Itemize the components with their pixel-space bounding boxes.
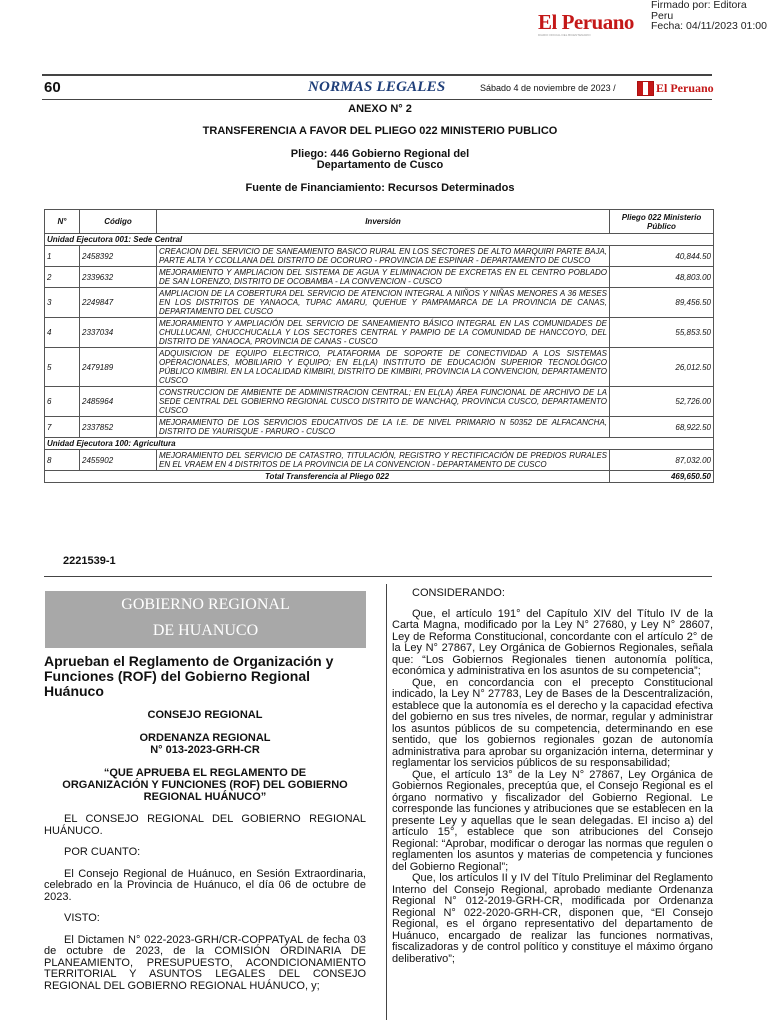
ordinance-number: N° 013-2023-GRH-CR xyxy=(150,744,260,756)
institution-name-line1: GOBIERNO REGIONAL xyxy=(121,596,290,613)
header-rule-bottom xyxy=(42,99,712,100)
page-number: 60 xyxy=(44,79,61,96)
table-body xyxy=(45,234,714,483)
col-header-amount: Pliego 022 Ministerio Público xyxy=(610,210,714,234)
paragraph: El Consejo Regional de Huánuco, en Sesión Extraordinaria, celebrado en la Provincia de Huánuco, el día 06 de octubre de 2023. xyxy=(44,867,366,903)
investment-amount: 55,853.50 xyxy=(610,318,714,348)
investment-code: 2455902 xyxy=(80,450,157,471)
investment-amount: 87,032.00 xyxy=(610,450,714,471)
investment-name: MEJORAMIENTO Y AMPLIACION DEL SISTEMA DE AGUA Y ELIMINACION DE EXCRETAS EN EL CENTRO POBLADO DE SAN LORENZO, DISTRITO DE OCOBAMBA - LA CONVENCION - CUSCO xyxy=(157,267,610,288)
investment-code: 2337034 xyxy=(80,318,157,348)
annex-title: ANEXO N° 2 xyxy=(348,103,412,115)
executing-unit-label: Unidad Ejecutora 100: Agricultura xyxy=(45,438,714,450)
row-number: 6 xyxy=(45,387,80,417)
total-row xyxy=(45,471,714,483)
executing-unit-label: Unidad Ejecutora 001: Sede Central xyxy=(45,234,714,246)
paragraph: El Dictamen N° 022-2023-GRH/CR-COPPATyAL de fecha 03 de octubre de 2023, de la COMISIÓN ORDINARIA DE PLANEAMIENTO, PRESUPUESTO, ACONDICIONAMIENTO TERRITORIAL Y ASUNTOS LEGALES DEL CONSEJO REGIONAL DEL GOBIERNO REGIONAL HUÁNUCO, y; xyxy=(44,933,366,992)
article-title: Aprueban el Reglamento de Organización y Funciones (ROF) del Gobierno Regional Huánuco xyxy=(44,653,334,699)
investment-table xyxy=(44,209,714,483)
col-header-investment: Inversión xyxy=(157,210,610,234)
row-number: 4 xyxy=(45,318,80,348)
publication-reference: 2221539-1 xyxy=(63,555,116,567)
investment-code: 2337852 xyxy=(80,417,157,438)
total-label: Total Transferencia al Pliego 022 xyxy=(45,471,610,483)
pliego-line-1: Pliego: 446 Gobierno Regional del xyxy=(290,148,470,160)
investment-name: CREACION DEL SERVICIO DE SANEAMIENTO BASICO RURAL EN LOS SECTORES DE ALTO MARQUIRI PARTE BAJA, PARTE ALTA Y CCOLLANA DEL DISTRITO DE OCORURO - PROVINCIA DE ESPINAR - DEPARTAMENTO DE CUSCO xyxy=(157,246,610,267)
signature-signer: Firmado por: Editora xyxy=(651,0,747,11)
unit-row xyxy=(45,438,714,450)
table-row xyxy=(45,387,714,417)
col-header-code: Código xyxy=(80,210,157,234)
row-number: 8 xyxy=(45,450,80,471)
investment-name: MEJORAMIENTO Y AMPLIACIÓN DEL SERVICIO DE SANEAMIENTO BÁSICO INTEGRAL EN LAS COMUNIDADES DE CHULLUCANI, CHUCCHUCALLA Y LOS SECTORES CENTRAL Y PAMPIO DE LA COMUNIDAD DE HANCCOYO, DEL DISTRITO DE YANAOCA, PROVINCIA DE CANAS - CUSCO xyxy=(157,318,610,348)
table-row xyxy=(45,246,714,267)
row-number: 1 xyxy=(45,246,80,267)
investment-name: ADQUISICION DE EQUIPO ELECTRICO, PLATAFORMA DE SOPORTE DE CONECTIVIDAD A LOS SISTEMAS OPERACIONALES, MOBILIARIO Y EQUIPO; EN EL(LA) INSTITUTO DE EDUCACIÓN SUPERIOR TECNOLÓGICO PÚBLICO KIMBIRI. EN LA LOCALIDAD KIMBIRI, DISTRITO DE KIMBIRI, PROVINCIA LA CONVENCION, DEPARTAMENTO CUSCO xyxy=(157,348,610,387)
column-divider xyxy=(386,584,387,1020)
paragraph: POR CUANTO: xyxy=(64,846,141,858)
paragraph: Que, los artículos II y IV del Título Preliminar del Reglamento Interno del Consejo Regional, aprobado mediante Ordenanza Regional N° 012-2019-GRH-CR, modificada por Ordenanza Regional N° 022-2020-GRH-CR, disponen que, “El Consejo Regional, es el órgano representativo del departamento de Huánuco, encargado de realizar las funciones normativas, fiscalizadoras y de control político y constituye el máximo órgano deliberativo”; xyxy=(392,872,713,965)
table-row xyxy=(45,288,714,318)
col-header-number: N° xyxy=(45,210,80,234)
investment-name: CONSTRUCCION DE AMBIENTE DE ADMINISTRACION CENTRAL; EN EL(LA) ÁREA FUNCIONAL DE ARCHIVO DE LA SEDE CENTRAL DEL GOBIERNO REGIONAL CUSCO DISTRITO DE WANCHAQ, PROVINCIA CUSCO, DEPARTAMENTO CUSCO xyxy=(157,387,610,417)
table-row xyxy=(45,318,714,348)
header-rule-top xyxy=(42,74,712,76)
investment-amount: 68,922.50 xyxy=(610,417,714,438)
investment-amount: 26,012.50 xyxy=(610,348,714,387)
unit-row xyxy=(45,234,714,246)
ordinance-quote: “QUE APRUEBA EL REGLAMENTO DE ORGANIZACIÓN Y FUNCIONES (ROF) DEL GOBIERNO REGIONAL HUÁNUCO” xyxy=(62,767,348,803)
right-column xyxy=(392,588,713,965)
investment-code: 2479189 xyxy=(80,348,157,387)
paragraph: Que, el artículo 191° del Capítulo XIV del Título IV de la Carta Magna, modificado por la Ley N° 27680, y Ley N° 28607, Ley de Reforma Constitucional, concordante con el artículo 2° de la Ley N° 27867, Ley Orgánica de Gobiernos Regionales, señala que: “Los Gobiernos Regionales tienen autonomía política, económica y administrativa en los asuntos de su competencia”; xyxy=(392,607,713,677)
investment-name: MEJORAMIENTO DEL SERVICIO DE CATASTRO, TITULACIÓN, REGISTRO Y RECTIFICACIÓN DE PREDIOS RURALES EN EL VRAEM EN 4 DISTRITOS DE LA PROVINCIA DE LA CONVENCION - DEPARTAMENTO DE CUSCO xyxy=(157,450,610,471)
investment-code: 2458392 xyxy=(80,246,157,267)
table-row xyxy=(45,417,714,438)
investment-amount: 48,803.00 xyxy=(610,267,714,288)
row-number: 3 xyxy=(45,288,80,318)
funding-source: Fuente de Financiamiento: Recursos Determinados xyxy=(245,182,515,194)
issue-date: Sábado 4 de noviembre de 2023 / xyxy=(480,83,616,93)
table-header-row xyxy=(45,210,714,234)
total-amount: 469,650.50 xyxy=(610,471,714,483)
pliego-line-2: Departamento de Cusco xyxy=(316,159,444,171)
paragraph: Que, el artículo 13° de la Ley N° 27867, Ley Orgánica de Gobiernos Regionales, preceptúa que, el Consejo Regional es el órgano normativo y fiscalizador del Gobierno Regional. Le corresponde las funciones y atribuciones que se establecen en la presente Ley y aquellas que le sean delegadas. El inciso a) del artículo 15°, establece que son atribuciones del Consejo Regional: “Aprobar, modificar o derogar las normas que regulen o reglamenten los asuntos y materias de competencia y funciones del Gobierno Regional”; xyxy=(392,768,713,873)
annex-subtitle: TRANSFERENCIA A FAVOR DEL PLIEGO 022 MINISTERIO PUBLICO xyxy=(202,125,558,137)
signature-date: Fecha: 04/11/2023 01:00 xyxy=(651,20,767,32)
investment-name: AMPLIACION DE LA COBERTURA DEL SERVICIO DE ATENCION INTEGRAL A NIÑOS Y NIÑAS MENORES A 36 MESES EN LOS DISTRITOS DE YANAOCA, TUPAC AMARU, QUEHUE Y PAMPAMARCA DE LA PROVINCIA DE CANAS, DEPARTAMENTO DEL CUSCO xyxy=(157,288,610,318)
el-peruano-logo: El Peruano xyxy=(538,10,634,34)
investment-amount: 52,726.00 xyxy=(610,387,714,417)
institution-name-line2: DE HUANUCO xyxy=(152,622,259,639)
investment-code: 2249847 xyxy=(80,288,157,318)
table-row xyxy=(45,348,714,387)
investment-amount: 89,456.50 xyxy=(610,288,714,318)
logo-subtitle: DIARIO OFICIAL DEL BICENTENARIO xyxy=(538,33,591,37)
table-row xyxy=(45,267,714,288)
row-number: 5 xyxy=(45,348,80,387)
section-title: NORMAS LEGALES xyxy=(308,79,446,95)
paragraph: EL CONSEJO REGIONAL DEL GOBIERNO REGIONAL HUÁNUCO. xyxy=(44,813,366,837)
institution-banner xyxy=(45,591,366,648)
signature-org: Peru xyxy=(651,9,674,22)
ordinance-title: ORDENANZA REGIONAL xyxy=(139,732,271,744)
row-number: 2 xyxy=(45,267,80,288)
investment-amount: 40,844.50 xyxy=(610,246,714,267)
left-column xyxy=(44,654,366,992)
investment-name: MEJORAMIENTO DE LOS SERVICIOS EDUCATIVOS DE LA I.E. DE NIVEL PRIMARIO N 50352 DE ALFACANCHA, DISTRITO DE YAURISQUE - PARURO - CUSCO xyxy=(157,417,610,438)
peru-flag-icon xyxy=(637,81,654,96)
investment-code: 2339632 xyxy=(80,267,157,288)
digital-signature xyxy=(651,0,767,32)
section-rule xyxy=(44,576,712,577)
header-brand: El Peruano xyxy=(656,81,714,95)
paragraph: VISTO: xyxy=(64,912,100,924)
row-number: 7 xyxy=(45,417,80,438)
investment-code: 2485964 xyxy=(80,387,157,417)
table-row xyxy=(45,450,714,471)
considerando-heading: CONSIDERANDO: xyxy=(412,587,505,599)
council-heading: CONSEJO REGIONAL xyxy=(147,709,263,721)
paragraph: Que, en concordancia con el precepto Constitucional indicado, la Ley N° 27783, Ley de Bases de la Descentralización, establece que la autonomía es el derecho y la capacidad efectiva del gobierno en sus tres niveles, de normar, regular y administrar los asuntos públicos de su competencia, determinando en ese sentido, que los gobiernos regionales gozan de autonomía administrativa para aprobar su organización interna, determinar y reglamentar los servicios públicos de su responsabilidad; xyxy=(392,676,713,769)
